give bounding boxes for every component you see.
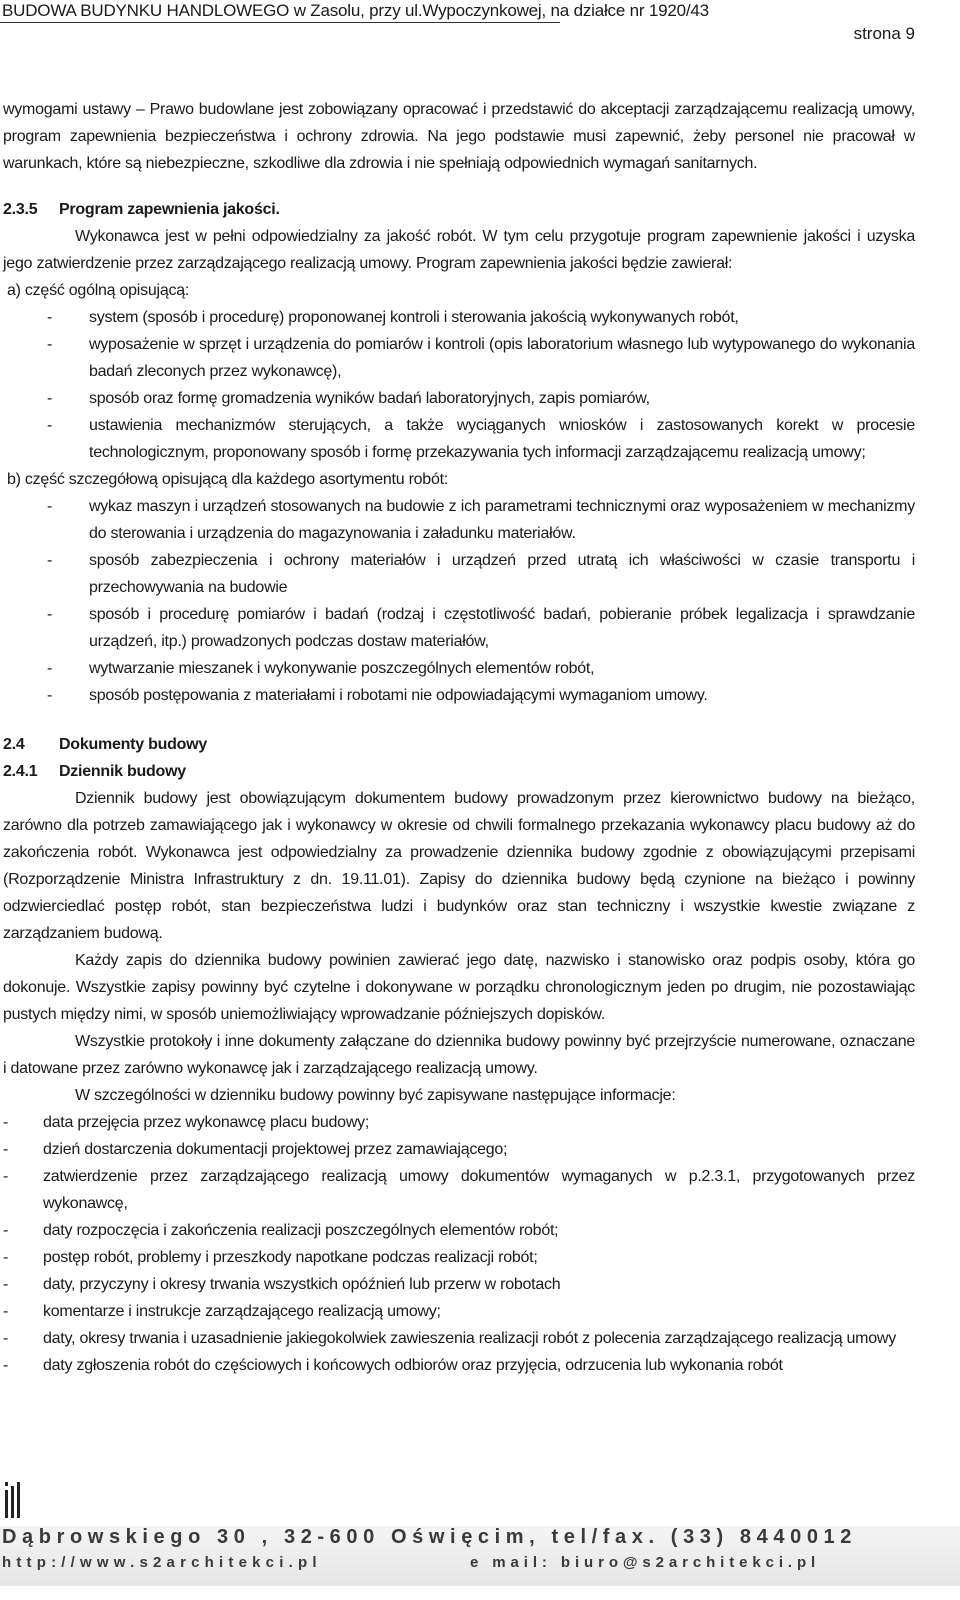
list-item (3, 385, 915, 412)
list-item (3, 331, 915, 385)
list-dash: - (3, 1168, 9, 1185)
footer-address: Dąbrowskiego 30 , 32-600 Oświęcim, tel/fax. (33) 8440012 (2, 1526, 857, 1548)
part-a-label: a) część ogólną opisującą: (7, 282, 190, 299)
document-body (3, 96, 915, 1379)
list-dash: - (47, 309, 53, 326)
section-paragraph: Wykonawca jest w pełni odpowiedzialny za jakość robót. W tym celu przygotuje program zapewnienie jakości i uzyska jego zatwierdzenie przez zarządzającego realizacją umowy. Program zapewnienia jakości będzie zawierał: (3, 228, 915, 272)
list-item-text: zatwierdzenie przez zarządzającego realizacją umowy dokumentów wymaganych w p.2.3.1, przygotowanych przez wykonawcę, (43, 1168, 915, 1212)
list-item (3, 1271, 915, 1298)
list-dash: - (47, 660, 53, 677)
list-item (3, 547, 915, 601)
list-dash: - (3, 1303, 9, 1320)
list-dash: - (3, 1141, 9, 1158)
list-item-text: sposób oraz formę gromadzenia wyników badań laboratoryjnych, zapis pomiarów, (89, 390, 650, 407)
list-dash: - (47, 552, 53, 569)
list-item (3, 601, 915, 655)
section-title: Dziennik budowy (59, 763, 186, 780)
section-number: 2.4.1 (3, 763, 38, 780)
section-heading-2-4 (3, 731, 915, 758)
list-item (3, 1298, 915, 1325)
list-item (3, 412, 915, 466)
list-item-text: sposób postępowania z materiałami i robotami nie odpowiadającymi wymaganiom umowy. (89, 687, 708, 704)
s2-architekci-logo-icon (4, 1478, 24, 1520)
list-item (3, 1352, 915, 1379)
page-footer (0, 1478, 960, 1600)
list-item (3, 655, 915, 682)
list-item-text: daty, okresy trwania i uzasadnienie jakiegokolwiek zawieszenia realizacji robót z polecenia zarządzającego realizacją umowy (43, 1330, 896, 1347)
list-dash: - (47, 606, 53, 623)
section-heading-2-3-5 (3, 196, 915, 223)
body-paragraph: Wszystkie protokoły i inne dokumenty załączane do dziennika budowy powinny być przejrzyście numerowane, oznaczane i datowane przez zarówno wykonawcę jak i zarządzającego realizacją umowy. (3, 1033, 915, 1077)
body-paragraph: Każdy zapis do dziennika budowy powinien zawierać jego datę, nazwisko i stanowisko oraz podpis osoby, która go dokonuje. Wszystkie zapisy powinny być czytelne i dokonywane w porządku chronologicznym jeden po drugim, nie pozostawiając pustych między nimi, w sposób uniemożliwiający wprowadzanie późniejszych dopisków. (3, 952, 915, 1023)
document-title: BUDOWA BUDYNKU HANDLOWEGO w Zasolu, przy ul.Wypoczynkowej, na działce nr 1920/43 (2, 1, 709, 20)
list-item-text: ustawienia mechanizmów sterujących, a także wyciąganych wniosków i zastosowanych korekt w procesie technologicznym, proponowany sposób i formę przekazywania tych informacji zarządzającemu realizacją umowy; (89, 417, 915, 461)
list-dash: - (47, 687, 53, 704)
list-dash: - (3, 1330, 9, 1347)
part-b-label: b) część szczegółową opisującą dla każdego asortymentu robót: (7, 471, 448, 488)
list-item-text: wykaz maszyn i urządzeń stosowanych na budowie z ich parametrami technicznymi oraz wyposażeniem w mechanizmy do sterowania i urządzenia do magazynowania i załadunku materiałów. (89, 498, 915, 542)
section-number: 2.3.5 (3, 201, 38, 218)
list-item-text: daty rozpoczęcia i zakończenia realizacji poszczególnych elementów robót; (43, 1222, 559, 1239)
part-b-list (3, 493, 915, 709)
list-item-text: sposób i procedurę pomiarów i badań (rodzaj i częstotliwość badań, pobieranie próbek legalizacja i sprawdzanie urządzeń, itp.) prowadzonych podczas dostaw materiałów, (89, 606, 915, 650)
list-dash: - (3, 1357, 9, 1374)
page-header (0, 0, 960, 64)
list-dash: - (47, 336, 53, 353)
section-title: Program zapewnienia jakości. (59, 201, 280, 218)
list-dash: - (3, 1249, 9, 1266)
list-dash: - (3, 1276, 9, 1293)
footer-website-link[interactable]: http://www.s2architekci.pl (2, 1554, 322, 1571)
list-item (3, 1217, 915, 1244)
list-dash: - (3, 1222, 9, 1239)
list-dash: - (3, 1114, 9, 1131)
list-item-text: postęp robót, problemy i przeszkody napotkane podczas realizacji robót; (43, 1249, 538, 1266)
header-divider (0, 22, 560, 23)
list-dash: - (47, 498, 53, 515)
section-title: Dokumenty budowy (59, 736, 208, 753)
list-item-text: sposób zabezpieczenia i ochrony materiałów i urządzeń przed utratą ich właściwości w czasie transportu i przechowywania na budowie (89, 552, 915, 596)
diary-entries-list (3, 1109, 915, 1379)
list-item (3, 1109, 915, 1136)
body-paragraph: W szczególności w dzienniku budowy powinny być zapisywane następujące informacje: (75, 1087, 676, 1104)
list-item (3, 493, 915, 547)
list-item-text: komentarze i instrukcje zarządzającego realizacją umowy; (43, 1303, 441, 1320)
list-item-text: wyposażenie w sprzęt i urządzenia do pomiarów i kontroli (opis laboratorium własnego lub wytypowanego do wykonania badań zleconych przez wykonawcę), (89, 336, 915, 380)
footer-email-link[interactable]: e mail: biuro@s2architekci.pl (470, 1554, 821, 1571)
list-item-text: daty, przyczyny i okresy trwania wszystkich opóźnień lub przerw w robotach (43, 1276, 561, 1293)
list-item-text: dzień dostarczenia dokumentacji projektowej przez zamawiającego; (43, 1141, 508, 1158)
list-item (3, 304, 915, 331)
body-paragraph: Dziennik budowy jest obowiązującym dokumentem budowy prowadzonym przez kierownictwo budowy na bieżąco, zarówno dla potrzeb zamawiającego jak i wykonawcy w okresie od chwili formalnego przekazania wykonawcy placu budowy aż do zakończenia robót. Wykonawca jest odpowiedzialny za prowadzenie dziennika budowy zgodnie z obowiązującymi przepisami (Rozporządzenie Ministra Infrastruktury z dn. 19.11.01). Zapisy do dziennika budowy będą czynione na bieżąco i powinny odzwierciedlać postęp robót, stan bezpieczeństwa ludzi i budynków oraz stan techniczny i wszystkie kwestie związane z zarządzaniem budową. (3, 790, 915, 942)
page-number: strona 9 (853, 24, 915, 43)
list-item-text: daty zgłoszenia robót do częściowych i końcowych odbiorów oraz przyjęcia, odrzucenia lub wykonania robót (43, 1357, 783, 1374)
list-item-text: data przejęcia przez wykonawcę placu budowy; (43, 1114, 370, 1131)
list-dash: - (47, 390, 53, 407)
list-item (3, 1325, 915, 1352)
list-item-text: system (sposób i procedurę) proponowanej kontroli i sterowania jakością wykonywanych robót, (89, 309, 739, 326)
list-item (3, 1163, 915, 1217)
list-item-text: wytwarzanie mieszanek i wykonywanie poszczególnych elementów robót, (89, 660, 595, 677)
list-item (3, 682, 915, 709)
section-heading-2-4-1 (3, 758, 915, 785)
section-number: 2.4 (3, 736, 25, 753)
list-item (3, 1244, 915, 1271)
list-dash: - (47, 417, 53, 434)
part-a-list (3, 304, 915, 466)
intro-paragraph: wymogami ustawy – Prawo budowlane jest zobowiązany opracować i przedstawić do akceptacji zarządzającemu realizacją umowy, program zapewnienia bezpieczeństwa i ochrony zdrowia. Na jego podstawie musi zapewnić, żeby personel nie pracował w warunkach, które są niebezpieczne, szkodliwe dla zdrowia i nie spełniają odpowiednich wymagań sanitarnych. (3, 101, 915, 172)
list-item (3, 1136, 915, 1163)
